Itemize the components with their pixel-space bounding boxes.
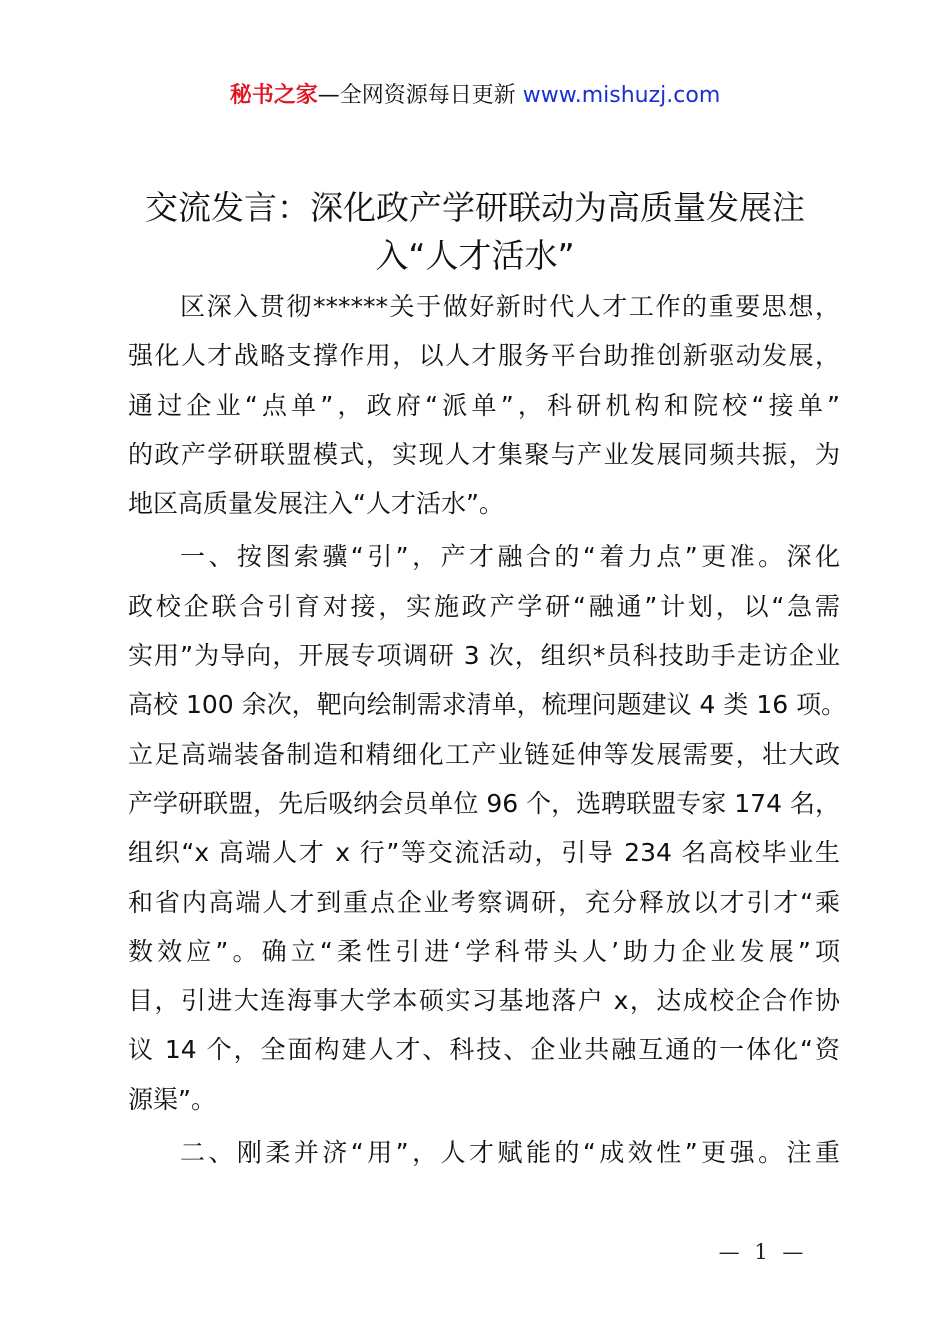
- paragraph-2-line: 产学研联盟，先后吸纳会员单位 96 个，选聘联盟专家 174 名，: [128, 788, 840, 818]
- paragraph-1-line: 区深入贯彻******关于做好新时代人才工作的重要思想，: [180, 292, 840, 321]
- paragraph-1-line: 地区高质量发展注入“人才活水”。: [128, 489, 504, 519]
- paragraph-2-line: 实用”为导向，开展专项调研 3 次，组织*员科技助手走访企业: [128, 641, 840, 671]
- paragraph-2-line: 议 14 个，全面构建人才、科技、企业共融互通的一体化“资: [128, 1035, 840, 1065]
- paragraph-2-line: 数效应”。确立“柔性引进‘学科带头人’助力企业发展”项: [128, 936, 840, 966]
- paragraph-1-line: 通过企业“点单”，政府“派单”，科研机构和院校“接单”: [128, 390, 840, 420]
- paragraph-2-line: 和省内高端人才到重点企业考察调研，充分释放以才引才“乘: [128, 887, 840, 917]
- title-line-2: 入“人才活水”: [375, 236, 575, 275]
- banner-brand: 秘书之家: [229, 83, 318, 108]
- paragraph-2-line: 源渠”。: [128, 1084, 216, 1114]
- page-number: — 1 —: [718, 1240, 808, 1264]
- site-banner: [0, 80, 950, 112]
- paragraph-1-line: 的政产学研联盟模式，实现人才集聚与产业发展同频共振，为: [128, 439, 840, 469]
- paragraph-2-line: 立足高端装备制造和精细化工产业链延伸等发展需要，壮大政: [128, 739, 840, 769]
- document-title: [110, 184, 840, 280]
- paragraph-1-line: 强化人才战略支撑作用，以人才服务平台助推创新驱动发展，: [128, 341, 840, 371]
- paragraph-2-line: 一、按图索骥“引”，产才融合的“着力点”更准。深化: [180, 542, 840, 572]
- banner-tagline: —全网资源每日更新: [317, 83, 516, 108]
- title-line-1: 交流发言：深化政产学研联动为高质量发展注: [145, 188, 805, 227]
- document-body: [128, 282, 847, 1177]
- paragraph-2-line: 高校 100 余次，靶向绘制需求清单，梳理问题建议 4 类 16 项。: [128, 690, 847, 720]
- paragraph-3-line: 二、刚柔并济“用”，人才赋能的“成效性”更强。注重: [180, 1138, 840, 1168]
- paragraph-2-line: 政校企联合引育对接，实施政产学研“融通”计划，以“急需: [128, 591, 840, 621]
- paragraph-2-line: 组织“x 高端人才 x 行”等交流活动，引导 234 名高校毕业生: [128, 838, 840, 868]
- banner-url[interactable]: www.mishuzj.com: [515, 83, 721, 108]
- paragraph-2-line: 目，引进大连海事大学本硕实习基地落户 x，达成校企合作协: [128, 986, 840, 1016]
